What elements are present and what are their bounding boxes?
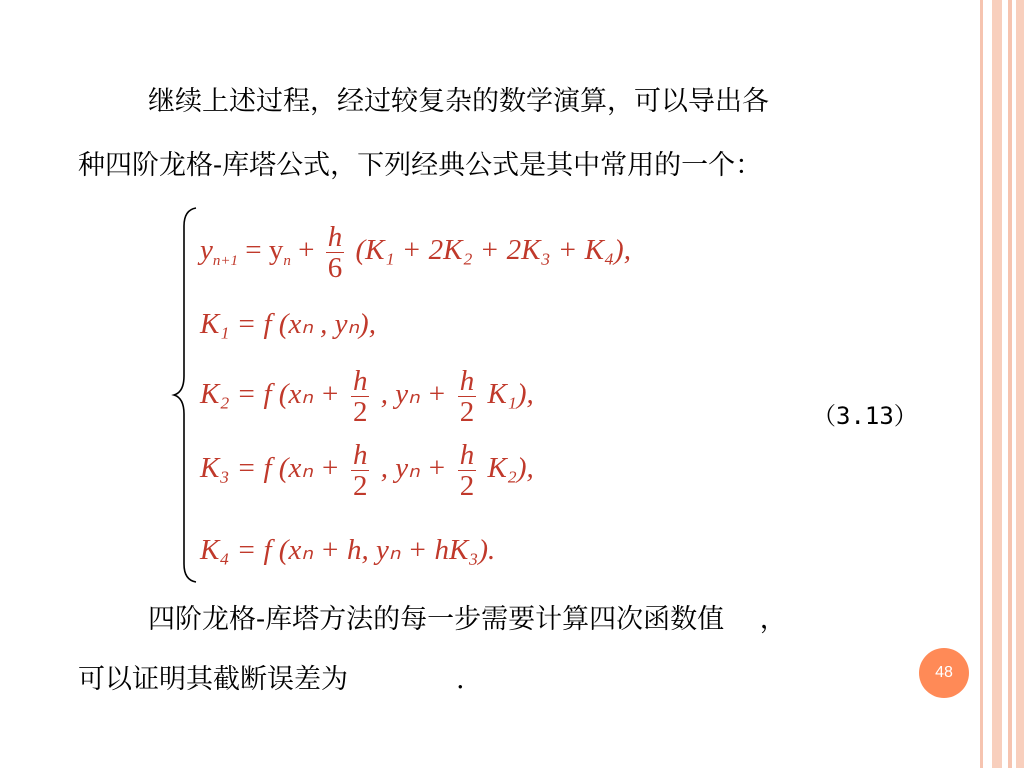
eq3-frac1-num: h (352, 365, 368, 397)
eq3-frac2-num: h (459, 365, 475, 397)
eq3-frac2-den: 2 (459, 396, 475, 428)
eq3-end: K₁), (487, 378, 534, 411)
eq1-fraction (326, 222, 345, 283)
paragraph-1-line-2: 种四阶龙格-库塔公式，下列经典公式是其中常用的一个： (78, 150, 763, 181)
eq4-lhs: K₃ = f (xₙ + (200, 452, 340, 485)
eq1-rest: (K₁ + 2K₂ + 2K₃ + K₄), (355, 234, 631, 267)
eq4-frac2-num: h (459, 439, 475, 471)
eq4-frac1-num: h (352, 439, 368, 471)
eq1-mid: = y (245, 234, 284, 267)
eq1-lhs: y (200, 234, 213, 267)
eq1-lhs-sub: n+1 (212, 253, 238, 270)
equation-4 (200, 440, 534, 501)
equation-2: K₁ = f (xₙ , yₙ), (200, 308, 376, 340)
frame-stripe-3 (1008, 0, 1012, 768)
page-number: 48 (935, 664, 953, 681)
eq3-fraction-2 (458, 366, 477, 427)
eq1-plus: + (298, 234, 315, 267)
eq1-frac-num: h (327, 221, 343, 253)
eq4-mid: , yₙ + (380, 452, 447, 485)
equation-number: （3.13） (812, 402, 918, 430)
eq4-end: K₂), (487, 452, 534, 485)
equation-5: K₄ = f (xₙ + h, yₙ + hK₃). (200, 534, 496, 566)
equation-3 (200, 366, 534, 427)
paragraph-2-line-1: 四阶龙格-库塔方法的每一步需要计算四次函数值 ， (148, 604, 787, 635)
eq4-frac2-den: 2 (459, 470, 475, 502)
equation-1 (200, 222, 631, 283)
eq4-fraction-2 (458, 440, 477, 501)
eq3-frac1-den: 2 (352, 396, 368, 428)
eq1-frac-den: 6 (327, 252, 343, 284)
eq4-frac1-den: 2 (352, 470, 368, 502)
paragraph-1-line-1: 继续上述过程，经过较复杂的数学演算，可以导出各 (148, 86, 769, 117)
frame-stripe-2 (992, 0, 1002, 768)
eq3-mid: , yₙ + (380, 378, 447, 411)
eq3-fraction-1 (351, 366, 370, 427)
left-brace (170, 206, 200, 584)
eq4-fraction-1 (351, 440, 370, 501)
paragraph-2-line-2: 可以证明其截断误差为 . (78, 664, 465, 695)
page-number-badge (919, 648, 969, 698)
frame-stripe-4 (1016, 0, 1024, 768)
frame-stripe-1 (980, 0, 983, 768)
eq3-lhs: K₂ = f (xₙ + (200, 378, 340, 411)
eq1-mid-sub: n (283, 253, 291, 270)
